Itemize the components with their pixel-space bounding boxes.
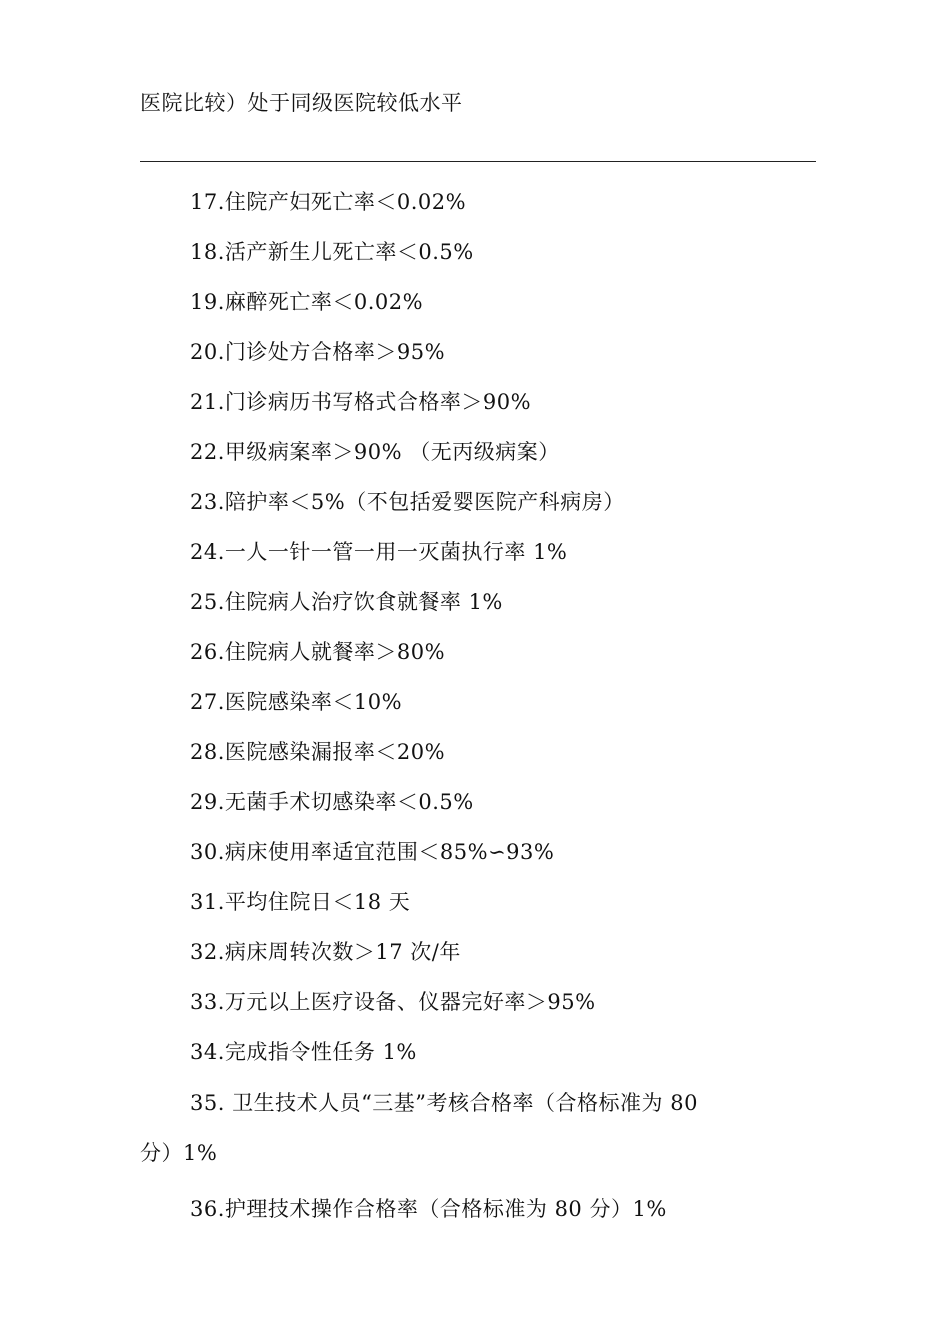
list-item-36: 36.护理技术操作合格率（合格标准为 80 分）1% (190, 1197, 667, 1221)
list-item-17: 17.住院产妇死亡率＜0.02% (190, 190, 467, 214)
intro-text-tail: 医院比较）处于同级医院较低水平 (140, 91, 463, 115)
list-item-32: 32.病床周转次数＞17 次/年 (190, 940, 461, 964)
list-item-20: 20.门诊处方合格率＞95% (190, 340, 446, 364)
list-item-34: 34.完成指令性任务 1% (190, 1040, 417, 1064)
list-item-26: 26.住院病人就餐率＞80% (190, 640, 446, 664)
list-item-25: 25.住院病人治疗饮食就餐率 1% (190, 590, 503, 614)
horizontal-rule (140, 161, 816, 162)
list-item-23: 23.陪护率＜5%（不包括爱婴医院产科病房） (190, 490, 625, 514)
list-item-18: 18.活产新生儿死亡率＜0.5% (190, 240, 474, 264)
list-item-31: 31.平均住院日＜18 天 (190, 890, 411, 914)
list-item-30: 30.病床使用率适宜范围＜85%∽93% (190, 840, 555, 864)
list-item-29: 29.无菌手术切感染率＜0.5% (190, 790, 474, 814)
list-item-35-continuation: 分）1% (140, 1141, 218, 1165)
list-item-19: 19.麻醉死亡率＜0.02% (190, 290, 424, 314)
list-item-35: 35. 卫生技术人员“三基”考核合格率（合格标准为 80 (190, 1091, 698, 1115)
list-item-27: 27.医院感染率＜10% (190, 690, 403, 714)
list-item-33: 33.万元以上医疗设备、仪器完好率＞95% (190, 990, 596, 1014)
list-item-24: 24.一人一针一管一用一灭菌执行率 1% (190, 540, 568, 564)
list-item-28: 28.医院感染漏报率＜20% (190, 740, 446, 764)
list-item-22: 22.甲级病案率＞90% （无丙级病案） (190, 440, 560, 464)
list-item-21: 21.门诊病历书写格式合格率＞90% (190, 390, 532, 414)
